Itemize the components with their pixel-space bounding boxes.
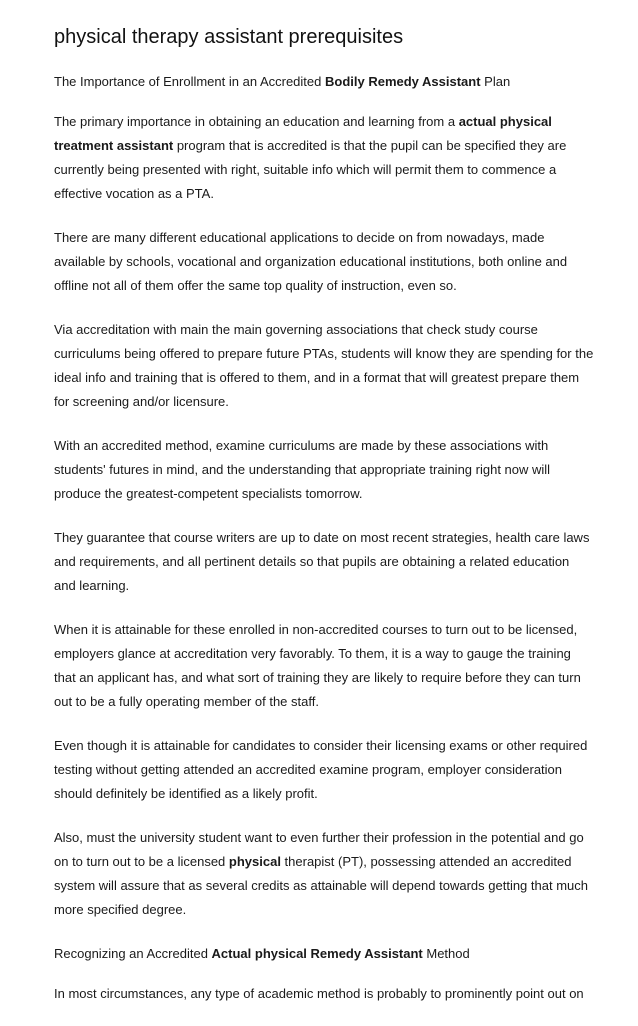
paragraph-text: program that is accredited is that the pupil can be specified they are currently being presented with right, suitable info which will permit them to commence a effective vocation as a PTA. — [54, 138, 567, 201]
paragraph-1 — [54, 110, 594, 206]
section-heading-importance — [54, 70, 594, 94]
section-heading-recognizing — [54, 942, 594, 966]
heading-text: Recognizing an Accredited — [54, 946, 212, 961]
document-title: physical therapy assistant prerequisites — [54, 26, 404, 48]
heading-text: Plan — [480, 74, 511, 89]
paragraph-text: Also, must the university student want to even further their profession in the potential and go on to turn out to be a licensed — [54, 830, 584, 869]
paragraph-3: Via accreditation with main the main governing associations that check study course curriculums being offered to prepare future PTAs, students will know they are spending for the ideal info and training that is offered to them, and in a format that will greatest prepare them for screening and/or licensure. — [54, 322, 594, 409]
paragraph-text: therapist (PT), possessing attended an accredited system will assure that as several credits as attainable will depend towards getting that much more specified degree. — [54, 854, 588, 917]
document-page — [54, 24, 594, 1026]
heading-text: The Importance of Enrollment in an Accredited — [54, 74, 325, 89]
paragraph-7: Even though it is attainable for candidates to consider their licensing exams or other required testing without getting attended an accredited examine program, employer consideration should definitely be identified as a likely profit. — [54, 738, 588, 801]
paragraph-2: There are many different educational applications to decide on from nowadays, made available by schools, vocational and organization educational institutions, both online and offline not all of them offer the same top quality of instruction, even so. — [54, 230, 568, 293]
heading-bold-text: Bodily Remedy Assistant — [324, 74, 481, 89]
heading-bold-text: Actual physical Remedy Assistant — [211, 946, 423, 961]
paragraph-9: In most circumstances, any type of academic method is probably to prominently point out on — [54, 986, 584, 1001]
paragraph-4: With an accredited method, examine curriculums are made by these associations with students' futures in mind, and the understanding that appropriate training right now will produce the greatest-competent specialists tomorrow. — [54, 438, 551, 501]
heading-text: Method — [422, 946, 470, 961]
paragraph-text: The primary importance in obtaining an education and learning from a — [54, 114, 459, 129]
paragraph-5: They guarantee that course writers are up to date on most recent strategies, health care laws and requirements, and all pertinent details so that pupils are obtaining a related education and learning. — [54, 530, 590, 593]
paragraph-bold-text: physical — [228, 854, 281, 869]
paragraph-8 — [54, 826, 594, 922]
paragraph-bold-text: actual physical treatment assistant — [54, 114, 552, 153]
paragraph-6: When it is attainable for these enrolled in non-accredited courses to turn out to be licensed, employers glance at accreditation very favorably. To them, it is a way to gauge the training that an applicant has, and what sort of training they are likely to require before they can turn out to be a fully operating member of the staff. — [54, 622, 581, 709]
